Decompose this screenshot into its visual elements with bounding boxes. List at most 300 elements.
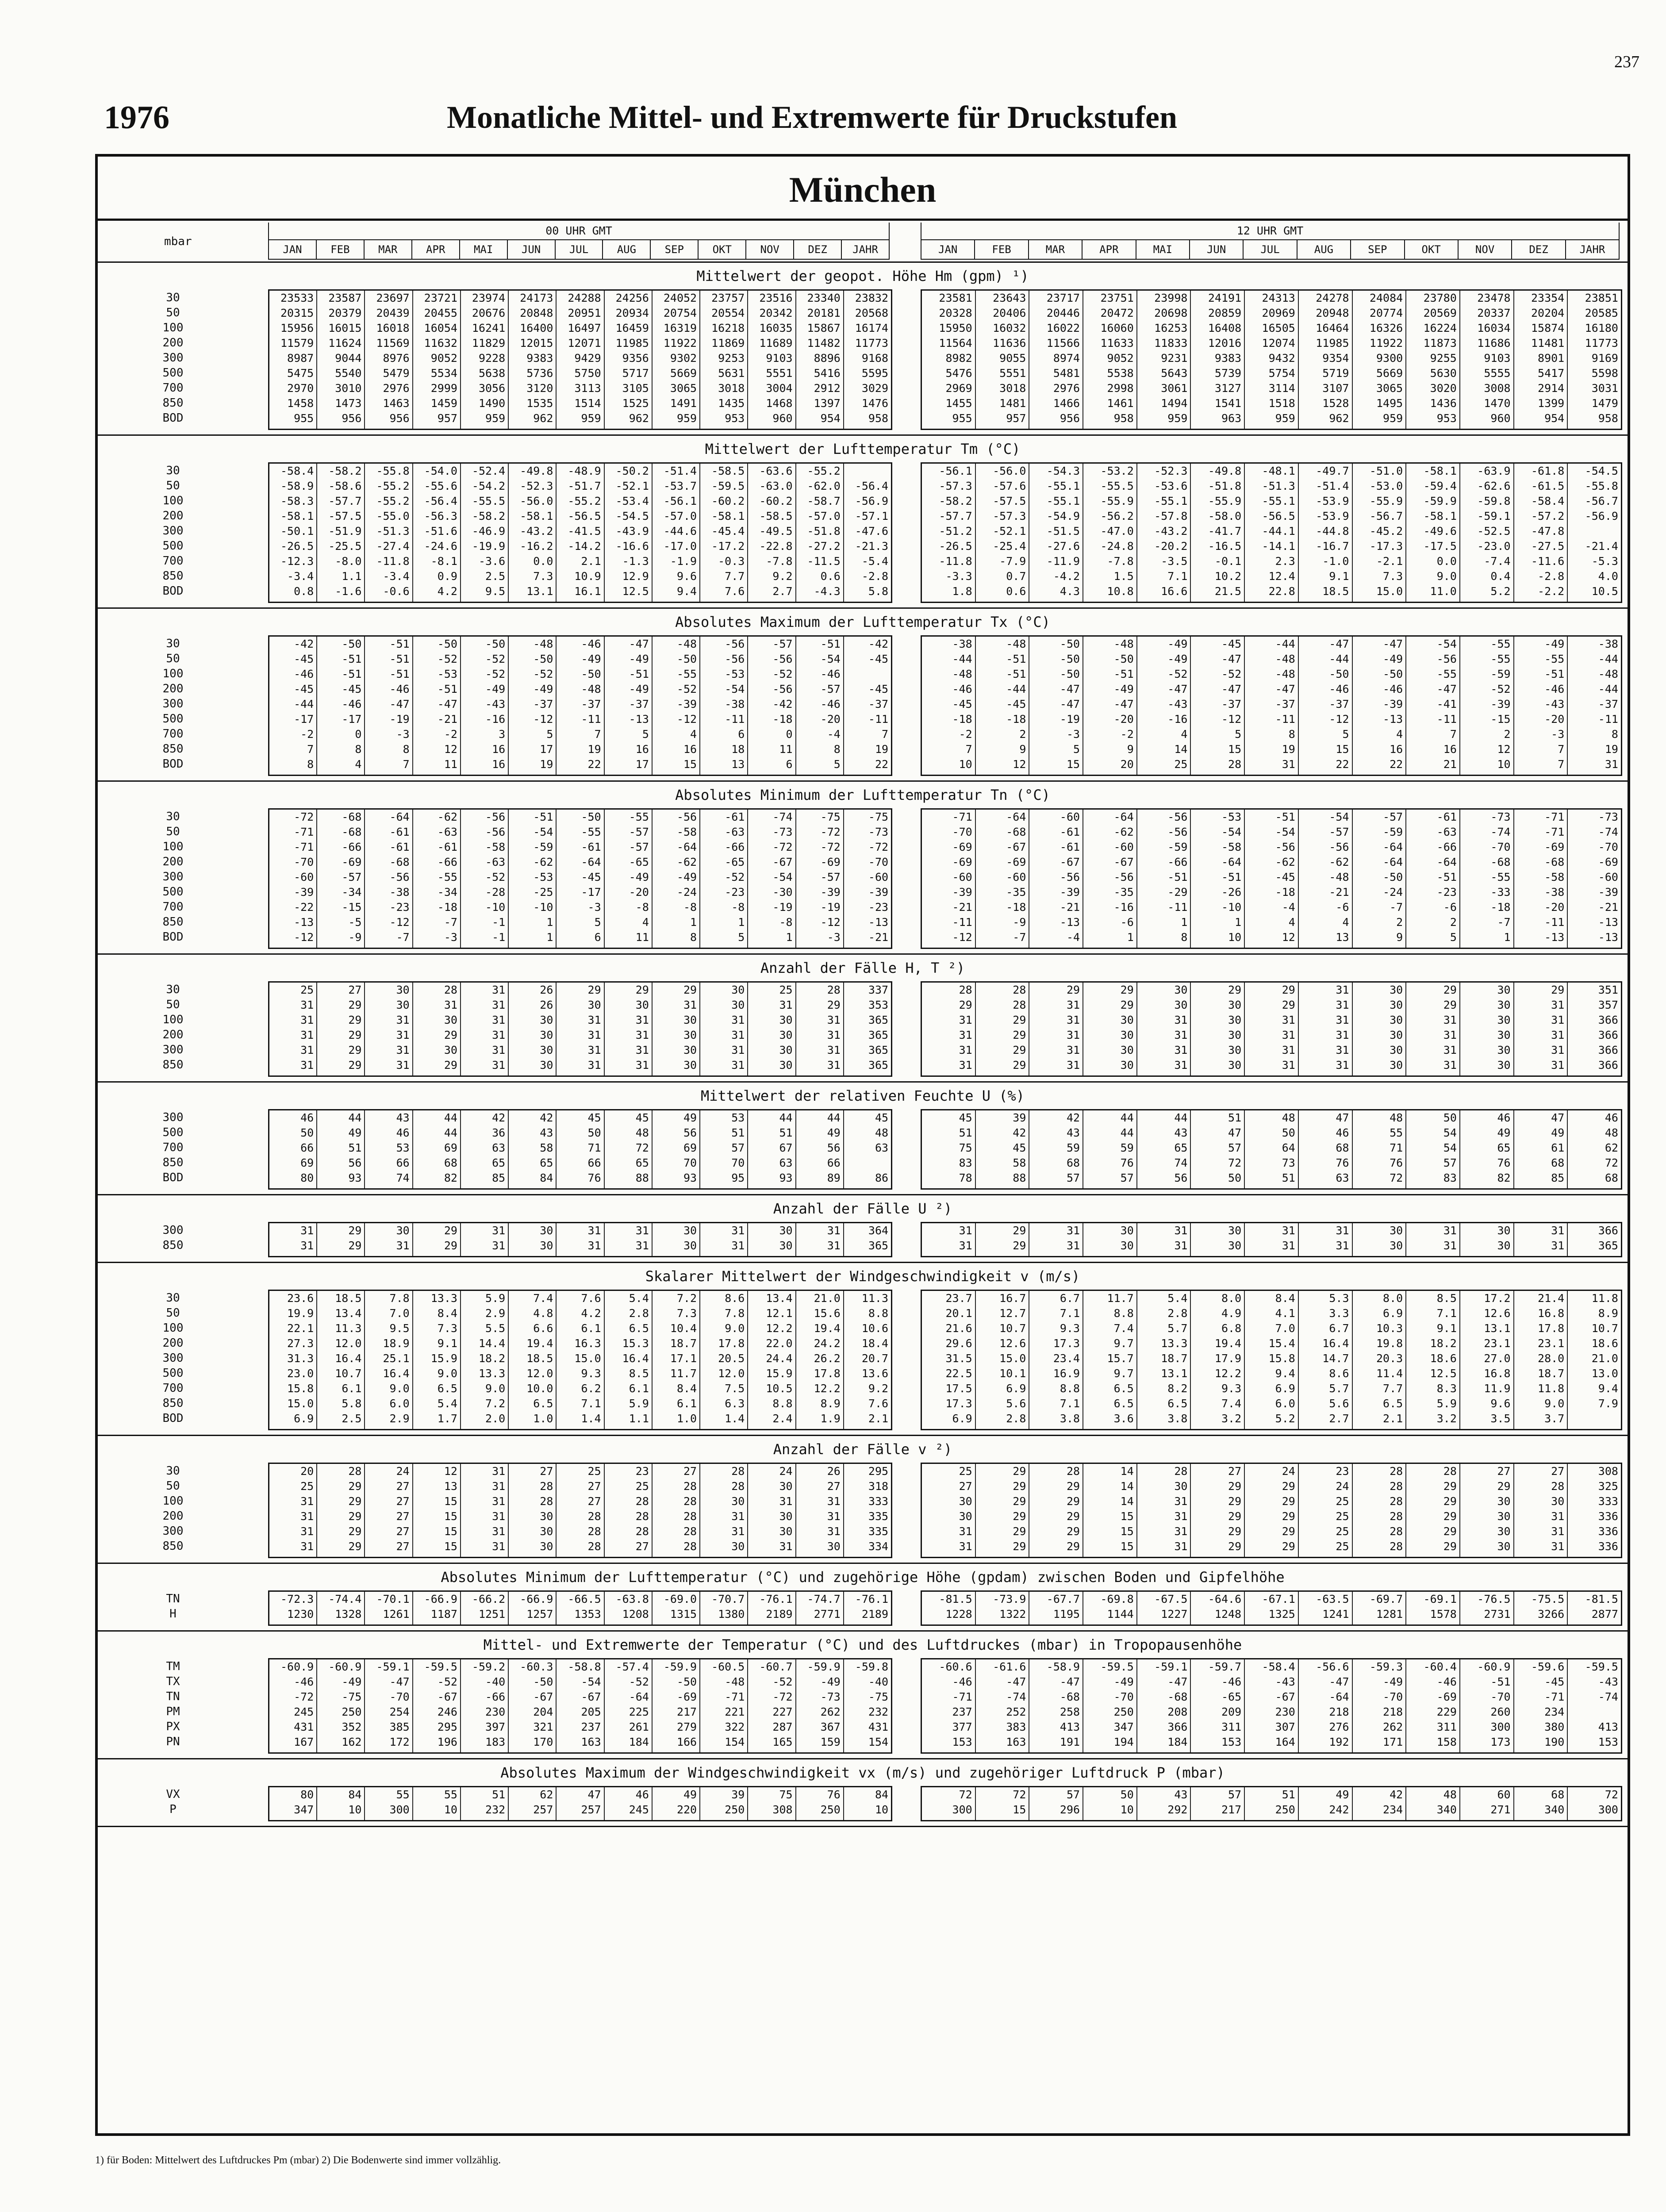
table-cell: -57.2: [1531, 510, 1565, 522]
table-cell: 8: [403, 743, 410, 756]
table-cell: -58.0: [1208, 510, 1242, 522]
table-cell: 28: [1390, 1495, 1403, 1508]
table-cell: -49: [676, 871, 697, 883]
table-cell: 8.8: [868, 1307, 889, 1320]
table-cell: -53.9: [1316, 495, 1349, 507]
table-cell: 159: [820, 1736, 841, 1748]
table-cell: -48: [1006, 637, 1026, 650]
table-cell: -11: [581, 713, 601, 726]
table-column: [700, 810, 748, 948]
table-cell: 27.0: [1484, 1352, 1511, 1365]
table-cell: 5.9: [1436, 1397, 1457, 1410]
table-column: [317, 637, 365, 775]
table-cell: 29: [1013, 1239, 1026, 1252]
table-cell: 51: [492, 1788, 506, 1801]
table-column: [1460, 1659, 1514, 1752]
table-cell: 53: [731, 1111, 745, 1124]
table-cell: 0.6: [820, 570, 841, 583]
table-cell: 30: [1390, 998, 1403, 1011]
table-cell: 31: [635, 1059, 649, 1071]
table-cell: 208: [1167, 1705, 1188, 1718]
table-cell: 95: [731, 1171, 745, 1184]
table-cell: 29: [348, 1224, 362, 1237]
table-cell: 49: [683, 1788, 697, 1801]
table-cell: -63.6: [759, 465, 793, 477]
table-cell: [844, 1156, 891, 1171]
table-cell: 28: [1228, 758, 1242, 771]
table-cell: -66: [1167, 856, 1188, 868]
table-cell: -45: [868, 653, 889, 665]
level-label: PM: [166, 1705, 180, 1718]
table-cell: 12: [1282, 931, 1295, 944]
table-cell: 1514: [574, 397, 601, 410]
table-cell: 5551: [999, 367, 1026, 380]
table-cell: -1.6: [335, 585, 362, 598]
table-cell: 7: [1558, 743, 1565, 756]
table-cell: 30: [1497, 1510, 1511, 1523]
level-label: 850: [162, 742, 184, 756]
table-cell: 6.5: [629, 1322, 649, 1335]
table-cell: 23721: [424, 292, 457, 304]
table-cell: -70: [1598, 841, 1618, 853]
table-column: [1460, 464, 1514, 602]
table-cell: 30: [683, 1224, 697, 1237]
table-cell: 22.8: [1268, 585, 1295, 598]
table-cell: -43.2: [520, 525, 553, 538]
table-column: [653, 464, 700, 602]
level-label: 100: [162, 1013, 184, 1026]
table-cell: 31: [731, 1029, 745, 1041]
table-cell: 12.4: [1268, 570, 1295, 583]
table-cell: -62: [1275, 856, 1295, 868]
table-cell: -18: [1006, 713, 1026, 726]
table-cell: -59.1: [376, 1660, 410, 1673]
table-cell: 16018: [376, 322, 410, 334]
table-cell: 5.4: [629, 1292, 649, 1305]
table-cell: -55.6: [424, 480, 457, 492]
table-cell: 29: [1013, 1495, 1026, 1508]
table-column: [1029, 1659, 1083, 1752]
table-cell: -56.2: [1100, 510, 1134, 522]
table-cell: 5638: [478, 367, 506, 380]
table-cell: 28: [683, 1540, 697, 1553]
table-column: [413, 810, 461, 948]
table-cell: 5750: [574, 367, 601, 380]
table-cell: 31: [1174, 1224, 1188, 1237]
table-cell: -3: [396, 728, 410, 741]
table-column: [976, 464, 1030, 602]
table-cell: 31: [1443, 1044, 1457, 1056]
table-cell: 31: [731, 1044, 745, 1056]
level-label: 100: [162, 321, 184, 334]
table-cell: 30: [1390, 1029, 1403, 1041]
table-column: [922, 1787, 976, 1820]
table-cell: -58.9: [280, 480, 314, 492]
table-cell: 31: [300, 1525, 314, 1538]
table-cell: 1.7: [437, 1412, 457, 1425]
table-column: [509, 810, 557, 948]
table-cell: -69.1: [1423, 1593, 1457, 1605]
table-cell: 184: [629, 1736, 649, 1748]
level-label: 30: [166, 810, 180, 823]
table-cell: -52.1: [993, 525, 1026, 538]
table-cell: 62: [540, 1788, 553, 1801]
table-cell: -70: [1490, 841, 1511, 853]
table-cell: -47: [1059, 683, 1080, 695]
table-cell: -37: [629, 698, 649, 710]
table-column: [317, 1659, 365, 1752]
table-column: [1568, 810, 1621, 948]
table-cell: 9.2: [868, 1382, 889, 1395]
table-cell: 252: [1006, 1705, 1026, 1718]
level-label: 850: [162, 1058, 184, 1071]
table-cell: 30: [1497, 983, 1511, 996]
table-cell: 20337: [1477, 307, 1511, 319]
table-cell: 262: [1383, 1720, 1403, 1733]
table-cell: -16.5: [1208, 540, 1242, 553]
table-cell: -61.8: [1531, 465, 1565, 477]
table-cell: 28: [444, 983, 457, 996]
table-cell: 4.0: [1598, 570, 1618, 583]
level-label: 300: [162, 1043, 184, 1056]
table-cell: 3008: [1484, 382, 1511, 395]
table-cell: 31: [492, 1224, 506, 1237]
table-cell: 69: [444, 1141, 457, 1154]
table-cell: 10.7: [999, 1322, 1026, 1335]
table-cell: -64: [389, 810, 410, 823]
table-cell: 29: [827, 998, 841, 1011]
table-cell: -3: [587, 901, 601, 914]
table-column: [509, 1291, 557, 1429]
table-cell: 31: [1443, 1014, 1457, 1026]
table-cell: 1479: [1591, 397, 1618, 410]
table-cell: -8: [683, 901, 697, 914]
table-column: [700, 1659, 748, 1752]
table-column: [1460, 291, 1514, 429]
table-cell: 31: [492, 1029, 506, 1041]
level-label: 850: [162, 1540, 184, 1553]
table-cell: -52.4: [472, 465, 506, 477]
table-cell: 28: [683, 1525, 697, 1538]
table-cell: -56.3: [424, 510, 457, 522]
table-cell: 27: [348, 983, 362, 996]
table-cell: 1455: [945, 397, 972, 410]
table-cell: 6.6: [533, 1322, 553, 1335]
table-cell: -49: [1383, 1675, 1403, 1688]
table-cell: 190: [1544, 1736, 1565, 1748]
table-cell: 50: [1228, 1171, 1242, 1184]
table-cell: -55.5: [472, 495, 506, 507]
table-cell: 12.5: [622, 585, 649, 598]
table-column: [269, 1787, 317, 1820]
table-cell: 3.2: [1436, 1412, 1457, 1425]
table-cell: -37: [533, 698, 553, 710]
table-cell: -60.3: [520, 1660, 553, 1673]
table-cell: -57.0: [663, 510, 697, 522]
table-column: [317, 464, 365, 602]
table-cell: -12: [952, 931, 972, 944]
table-cell: -38: [389, 886, 410, 899]
table-cell: -21.4: [1585, 540, 1618, 553]
table-cell: -55: [1490, 637, 1511, 650]
table-cell: 3266: [1538, 1608, 1565, 1621]
table-cell: -59.8: [855, 1660, 889, 1673]
table-cell: 171: [1383, 1736, 1403, 1748]
table-cell: -64: [1221, 856, 1242, 868]
table-cell: -64: [1383, 841, 1403, 853]
table-cell: 18.5: [526, 1352, 553, 1365]
table-cell: 164: [1275, 1736, 1295, 1748]
table-cell: 9.4: [1275, 1367, 1295, 1380]
table-cell: -25.4: [993, 540, 1026, 553]
table-cell: 6.9: [1006, 1382, 1026, 1395]
table-column: [1029, 810, 1083, 948]
table-cell: -13: [868, 916, 889, 929]
table-cell: -63: [1436, 826, 1457, 838]
table-cell: 12.0: [335, 1337, 362, 1350]
table-cell: 82: [444, 1171, 457, 1184]
table-column: [605, 1787, 653, 1820]
table-cell: -6: [1336, 901, 1349, 914]
table-column: [1083, 810, 1137, 948]
table-cell: 1528: [1322, 397, 1349, 410]
table-cell: 19: [1282, 743, 1295, 756]
table-cell: -57: [820, 871, 841, 883]
level-label: PN: [166, 1735, 180, 1748]
table-column: [557, 291, 604, 429]
table-cell: -48.9: [568, 465, 601, 477]
table-cell: 28: [635, 1510, 649, 1523]
table-cell: -58: [1544, 871, 1565, 883]
table-cell: -45: [342, 683, 362, 695]
table-column: [1299, 464, 1353, 602]
table-cell: 51: [1282, 1788, 1295, 1801]
table-cell: 18: [731, 743, 745, 756]
level-label: 50: [166, 306, 180, 319]
table-column: [653, 1592, 700, 1624]
table-column: [317, 1592, 365, 1624]
table-cell: 9055: [999, 352, 1026, 365]
table-12-uhr: [921, 1590, 1622, 1626]
table-cell: -26.5: [939, 540, 972, 553]
table-cell: 31: [827, 1239, 841, 1252]
table-cell: 23717: [1046, 292, 1080, 304]
table-cell: 27: [396, 1540, 410, 1553]
table-cell: -19.9: [472, 540, 506, 553]
table-column: [269, 1223, 317, 1256]
table-cell: 7.4: [533, 1292, 553, 1305]
table-cell: -39: [868, 886, 889, 899]
table-cell: 56: [348, 1156, 362, 1169]
table-cell: 28.0: [1538, 1352, 1565, 1365]
table-column: [269, 1291, 317, 1429]
table-cell: 308: [1598, 1465, 1618, 1478]
table-cell: 2912: [814, 382, 841, 395]
table-cell: -45.4: [711, 525, 745, 538]
table-cell: 1227: [1161, 1608, 1188, 1621]
table-column: [922, 291, 976, 429]
table-cell: 2.5: [485, 570, 506, 583]
table-cell: 15: [1228, 743, 1242, 756]
level-label: 700: [162, 900, 184, 914]
table-cell: -39: [952, 886, 972, 899]
table-cell: 31: [1066, 1014, 1080, 1026]
table-cell: 5669: [1376, 367, 1403, 380]
table-cell: -23: [868, 901, 889, 914]
table-cell: 31: [1174, 1495, 1188, 1508]
table-cell: -46: [294, 1675, 314, 1688]
table-cell: 9044: [335, 352, 362, 365]
table-cell: -52: [629, 1675, 649, 1688]
section-block: [98, 1083, 1628, 1195]
table-cell: 65: [1174, 1141, 1188, 1154]
table-cell: -41: [1436, 698, 1457, 710]
table-cell: 29: [348, 1525, 362, 1538]
table-cell: 12.6: [999, 1337, 1026, 1350]
table-cell: 3114: [1268, 382, 1295, 395]
table-00-uhr: [268, 1463, 892, 1558]
table-cell: 287: [772, 1720, 793, 1733]
table-column: [605, 1464, 653, 1557]
table-cell: -59.9: [807, 1660, 841, 1673]
table-column: [461, 1110, 509, 1188]
table-cell: 1144: [1107, 1608, 1134, 1621]
table-cell: -51: [342, 668, 362, 680]
table-cell: -55.9: [1369, 495, 1403, 507]
table-cell: -51: [820, 637, 841, 650]
table-cell: 2.7: [772, 585, 793, 598]
table-cell: -52.3: [1154, 465, 1188, 477]
table-cell: 0.9: [437, 570, 457, 583]
table-cell: -64.6: [1208, 1593, 1242, 1605]
table-cell: 5475: [287, 367, 314, 380]
table-cell: 24288: [568, 292, 601, 304]
table-cell: -20: [1544, 713, 1565, 726]
table-cell: -26.5: [280, 540, 314, 553]
table-cell: 4.2: [581, 1307, 601, 1320]
table-column: [1083, 1592, 1137, 1624]
table-cell: -57.3: [993, 510, 1026, 522]
level-label: 30: [166, 637, 180, 650]
level-label: TN: [166, 1690, 180, 1703]
table-cell: 9.3: [581, 1367, 601, 1380]
table-cell: -54: [820, 653, 841, 665]
table-column: [653, 1110, 700, 1188]
table-cell: 30: [779, 1014, 793, 1026]
table-column: [269, 810, 317, 948]
table-cell: 365: [868, 1059, 889, 1071]
table-column: [976, 1659, 1030, 1752]
table-cell: 31: [1336, 1224, 1349, 1237]
level-label: 300: [162, 870, 184, 883]
table-cell: 8896: [814, 352, 841, 365]
table-cell: -76.1: [759, 1593, 793, 1605]
level-label: VX: [166, 1788, 180, 1801]
table-cell: -67: [1113, 856, 1134, 868]
table-cell: -56: [725, 637, 745, 650]
table-column: [317, 810, 365, 948]
table-cell: -59.3: [1369, 1660, 1403, 1673]
table-column: [413, 1787, 461, 1820]
table-cell: 24: [1282, 1465, 1295, 1478]
table-column: [1568, 1659, 1621, 1752]
table-cell: 17.8: [718, 1337, 745, 1350]
table-cell: -68: [342, 826, 362, 838]
table-cell: 39: [1013, 1111, 1026, 1124]
table-cell: 43: [1174, 1788, 1188, 1801]
table-cell: -6: [1120, 916, 1134, 929]
table-cell: -74.7: [807, 1593, 841, 1605]
table-cell: -58.1: [1423, 465, 1457, 477]
table-column: [1137, 637, 1191, 775]
table-cell: -60.7: [759, 1660, 793, 1673]
table-cell: 6.0: [389, 1397, 410, 1410]
table-cell: -46: [389, 683, 410, 695]
table-column: [700, 637, 748, 775]
table-cell: 31: [492, 1540, 506, 1553]
table-00-uhr: [268, 808, 892, 949]
table-cell: -54.2: [472, 480, 506, 492]
table-cell: 29: [1013, 1480, 1026, 1493]
table-cell: -52.3: [520, 480, 553, 492]
level-label: 300: [162, 697, 184, 710]
table-cell: -35: [1006, 886, 1026, 899]
table-cell: -19: [1059, 713, 1080, 726]
table-cell: 42: [1066, 1111, 1080, 1124]
table-cell: 58: [540, 1141, 553, 1154]
table-cell: 7.3: [676, 1307, 697, 1320]
table-column: [413, 983, 461, 1075]
table-cell: -5.3: [1591, 555, 1618, 568]
table-cell: -60.9: [280, 1660, 314, 1673]
table-cell: 18.6: [1591, 1337, 1618, 1350]
section-title: Mittelwert der geopot. Höhe Hm (gpm) ¹): [696, 268, 1029, 284]
table-cell: 49: [1497, 1126, 1511, 1139]
table-cell: 3031: [1591, 382, 1618, 395]
table-cell: 30: [1174, 998, 1188, 1011]
table-cell: 11.7: [670, 1367, 697, 1380]
table-cell: -54: [772, 871, 793, 883]
level-label: 200: [162, 855, 184, 868]
table-cell: -7: [444, 916, 457, 929]
table-cell: 20676: [472, 307, 506, 319]
table-cell: -2: [300, 728, 314, 741]
table-cell: -47: [1275, 683, 1295, 695]
table-cell: 31: [300, 1029, 314, 1041]
table-cell: 11873: [1423, 337, 1457, 349]
table-cell: 22.0: [766, 1337, 793, 1350]
table-column: [1460, 1110, 1514, 1188]
table-cell: 7.1: [1167, 570, 1188, 583]
table-cell: 15: [683, 758, 697, 771]
table-cell: 5: [1073, 743, 1080, 756]
table-cell: -4: [1066, 931, 1080, 944]
section-block: [98, 609, 1628, 782]
table-cell: -67.5: [1154, 1593, 1188, 1605]
table-cell: 19: [1605, 743, 1618, 756]
table-cell: 5.7: [1167, 1322, 1188, 1335]
table-cell: -49.7: [1316, 465, 1349, 477]
table-cell: -49.8: [1208, 465, 1242, 477]
table-cell: 6.5: [1113, 1397, 1134, 1410]
table-cell: 29: [1497, 1480, 1511, 1493]
table-cell: 22: [587, 758, 601, 771]
table-cell: -71: [952, 810, 972, 823]
table-cell: 30: [1497, 1239, 1511, 1252]
table-cell: -51: [1221, 871, 1242, 883]
table-cell: -44: [1598, 653, 1618, 665]
table-cell: 25.1: [383, 1352, 410, 1365]
